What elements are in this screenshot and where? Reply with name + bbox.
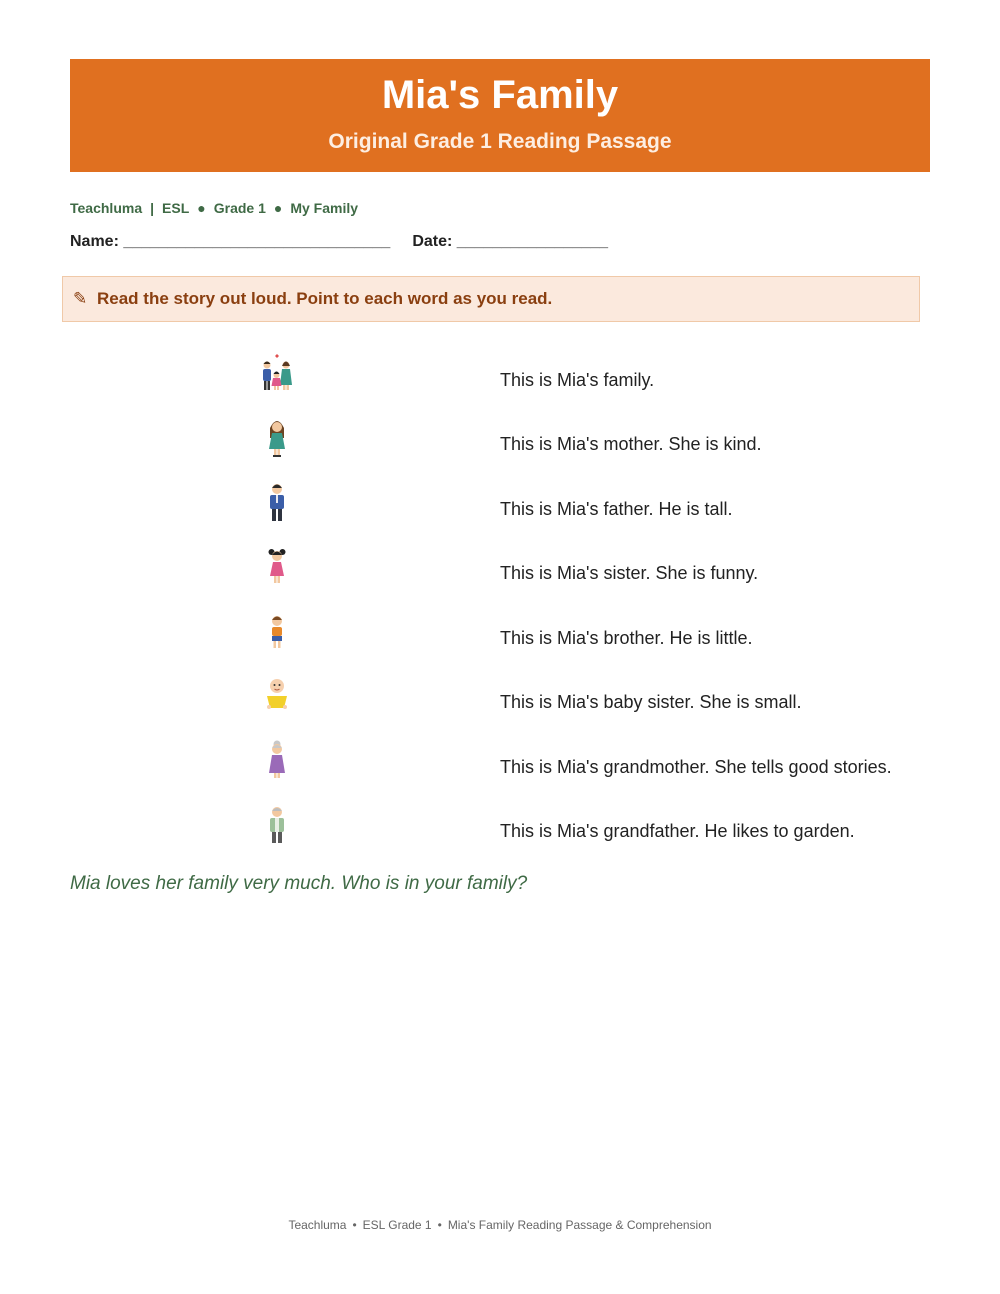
footer-bullet-1: • [352, 1218, 357, 1232]
story-row [0, 414, 1000, 478]
page-title: Mia's Family [381, 73, 619, 117]
pencil-icon: ✎ [73, 289, 88, 308]
sister-icon [255, 543, 299, 587]
family-group-icon [255, 350, 299, 394]
closing-question: Mia loves her family very much. Who is in your family? [70, 873, 528, 894]
page-subtitle: Original Grade 1 Reading Passage [328, 130, 672, 153]
grandfather-icon [255, 801, 299, 845]
instruction-text: Read the story out loud. Point to each word as you read. [97, 289, 553, 308]
story-sentence: This is Mia's brother. He is little. [500, 628, 753, 648]
footer-brand: Teachluma [288, 1218, 347, 1232]
title-banner [70, 59, 930, 172]
grandmother-icon [255, 737, 299, 781]
meta-bullet-1: ● [197, 200, 206, 216]
page-footer [0, 1218, 1000, 1232]
story-sentence: This is Mia's family. [500, 370, 655, 390]
mother-icon [255, 414, 299, 458]
story-row [0, 350, 1000, 414]
story-row [0, 543, 1000, 607]
meta-brand: Teachluma [70, 200, 143, 216]
footer-course: ESL Grade 1 [362, 1218, 432, 1232]
student-fields [70, 233, 608, 251]
footer-title: Mia's Family Reading Passage & Comprehension [447, 1218, 712, 1232]
date-field[interactable]: Date: _________________ [412, 233, 609, 250]
story-row [0, 672, 1000, 736]
meta-bullet-2: ● [273, 200, 283, 216]
brother-icon [255, 608, 299, 652]
meta-line [70, 200, 358, 216]
meta-divider: | [150, 200, 155, 216]
story-sentence: This is Mia's father. He is tall. [500, 499, 733, 519]
footer-bullet-2: • [437, 1218, 442, 1232]
story-sentence: This is Mia's baby sister. She is small. [500, 692, 802, 712]
story-row [0, 737, 1000, 801]
instruction-box [62, 276, 920, 322]
story-sentence: This is Mia's mother. She is kind. [500, 434, 762, 454]
story-sentence: This is Mia's grandfather. He likes to garden. [500, 821, 855, 841]
story-row [0, 608, 1000, 672]
story-row [0, 801, 1000, 865]
father-icon [255, 479, 299, 523]
meta-topic: My Family [290, 200, 359, 216]
meta-grade: Grade 1 [213, 200, 266, 216]
story-sentence: This is Mia's sister. She is funny. [500, 563, 759, 583]
baby-sister-icon [255, 672, 299, 716]
meta-subject: ESL [162, 200, 190, 216]
story-sentence: This is Mia's grandmother. She tells good stories. [500, 757, 892, 777]
name-field[interactable]: Name: ______________________________ [70, 233, 391, 250]
story-row [0, 479, 1000, 543]
